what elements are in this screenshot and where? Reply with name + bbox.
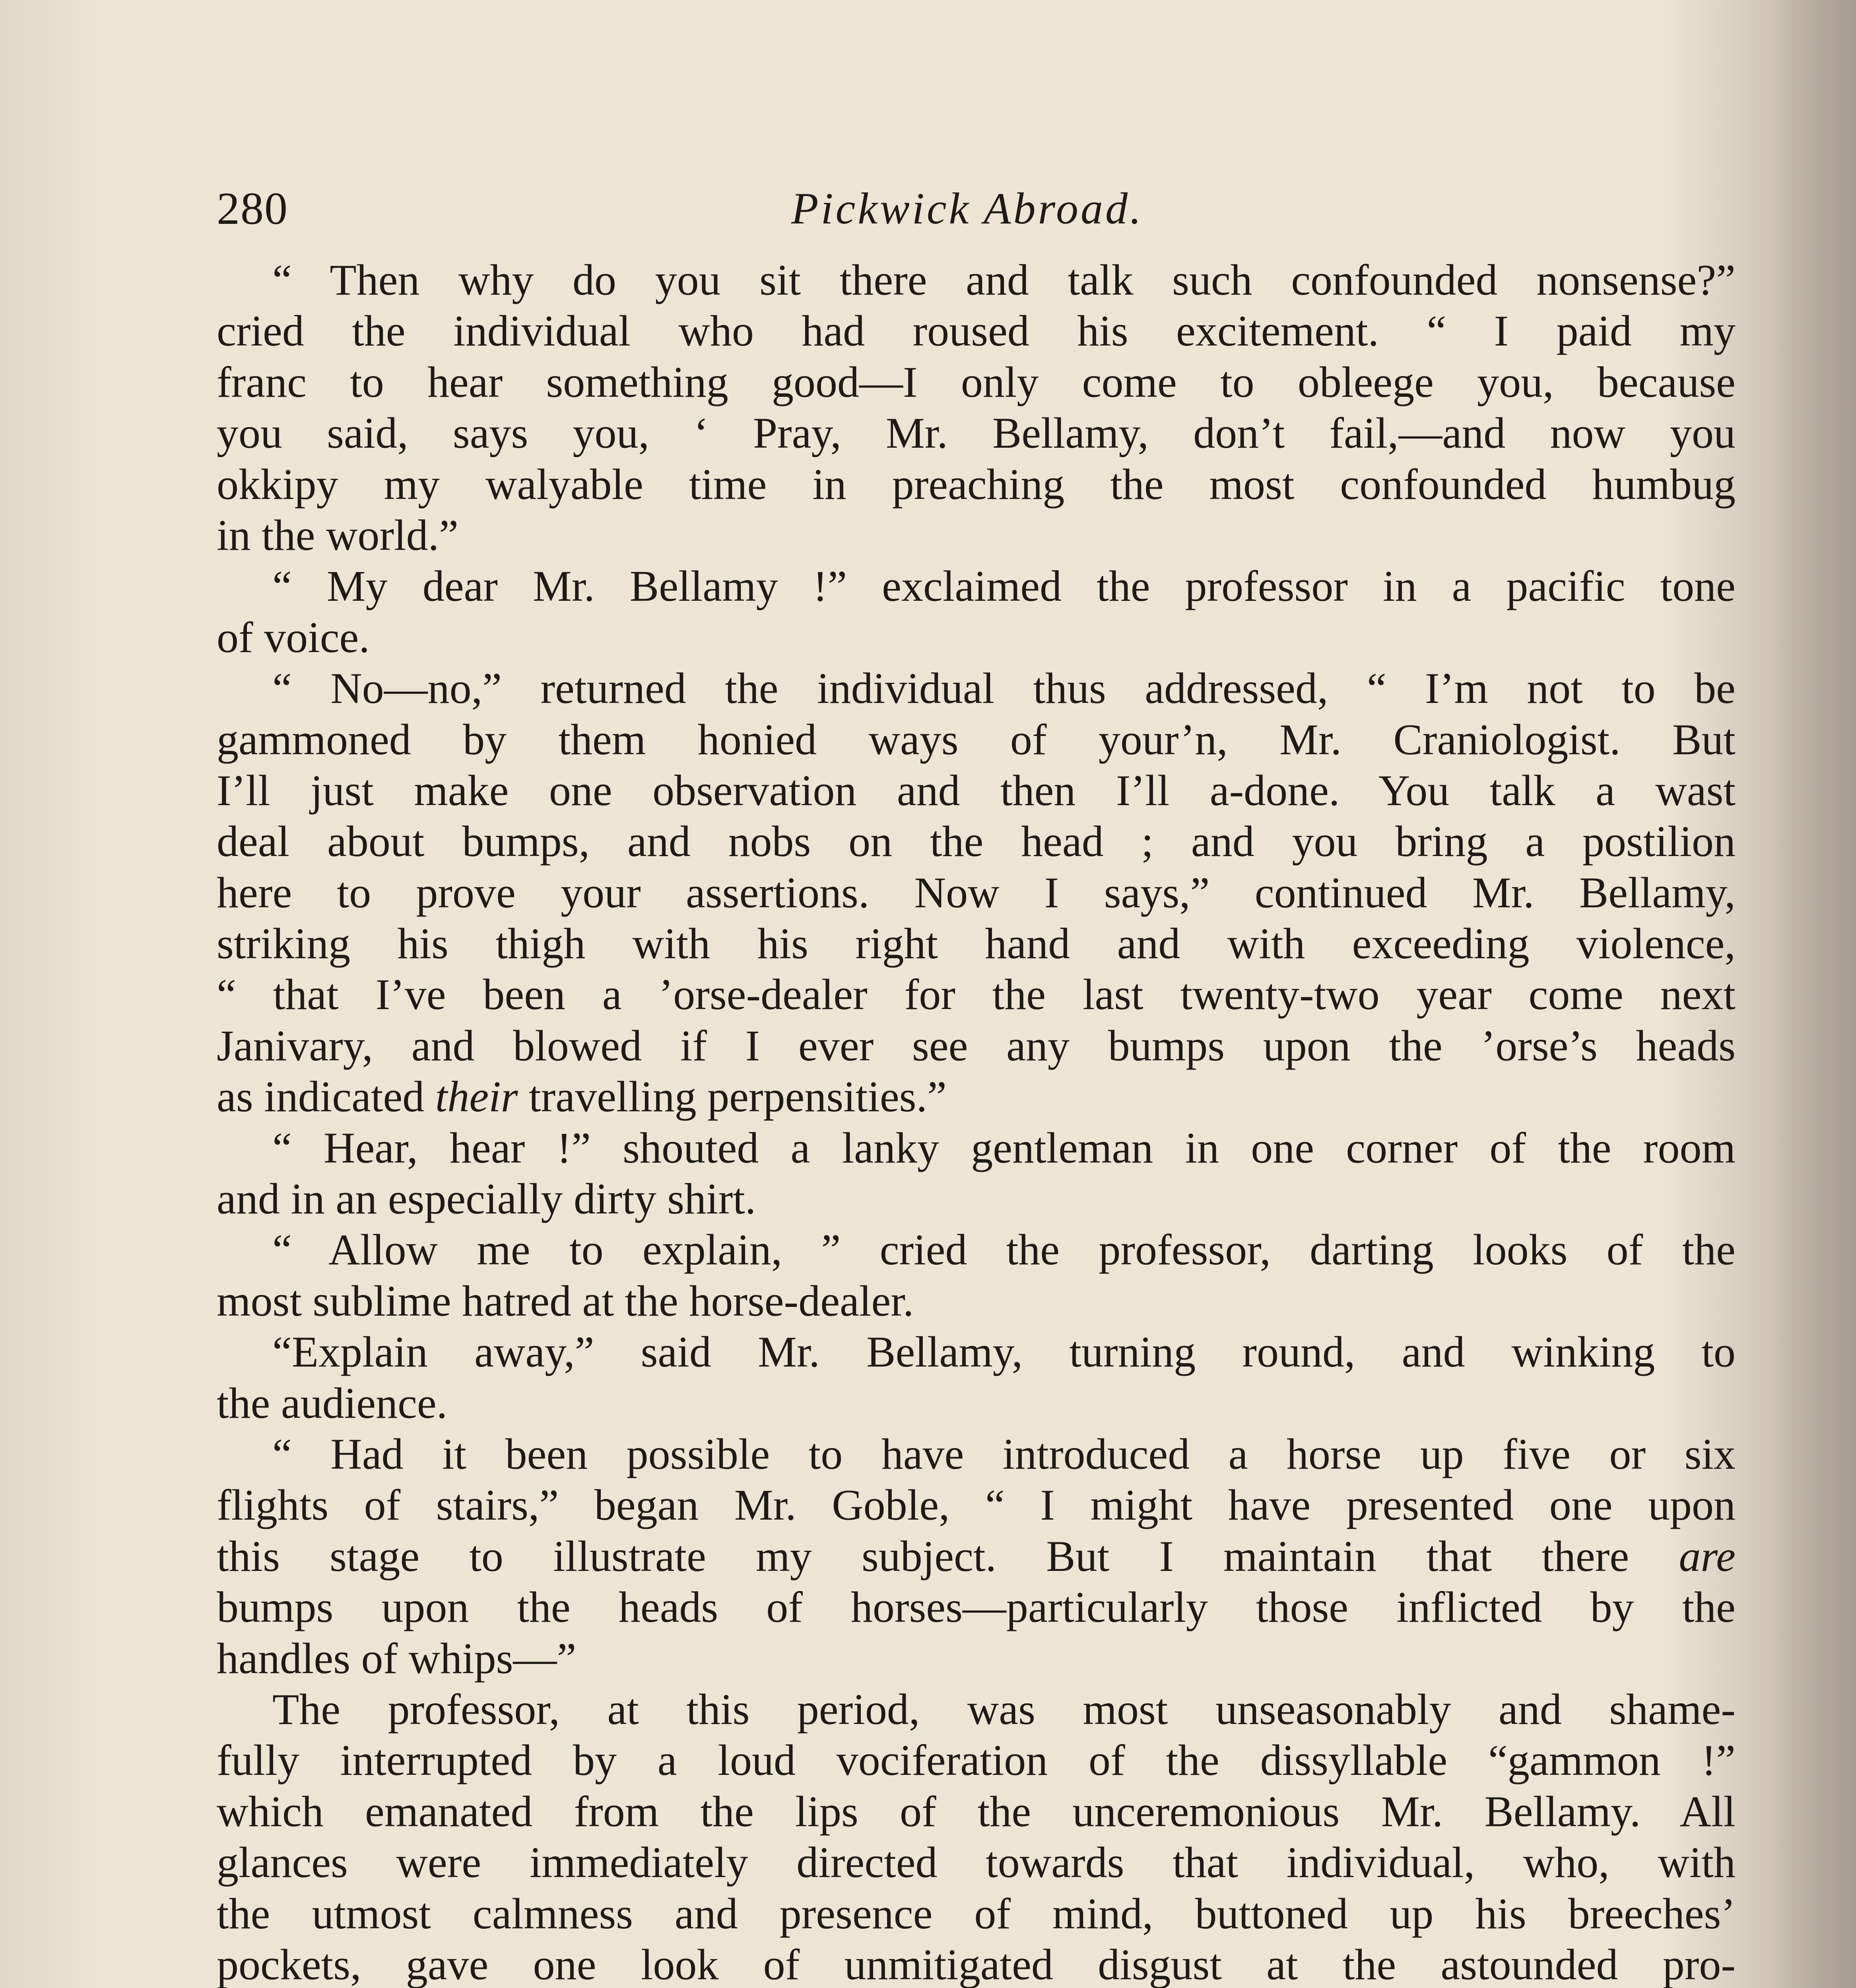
- text-line: fully interrupted by a loud vociferation of the dissyllable “gammon !”: [217, 1736, 1736, 1785]
- text-line: bumps upon the heads of horses—particularly those inflicted by the: [217, 1583, 1736, 1632]
- text-line: “ Had it been possible to have introduced a horse up five or six: [272, 1429, 1736, 1478]
- body-text: [217, 254, 1736, 1988]
- text-line: “ Allow me to explain, ” cried the professor, darting looks of the: [272, 1225, 1736, 1274]
- text-line: glances were immediately directed towards that individual, who, with: [217, 1838, 1736, 1887]
- text-line: “ Hear, hear !” shouted a lanky gentleman in one corner of the room: [272, 1123, 1736, 1172]
- text-line: gammoned by them honied ways of your’n, Mr. Craniologist. But: [217, 715, 1736, 764]
- text-line: this stage to illustrate my subject. But I maintain that there are: [217, 1532, 1736, 1580]
- text-line: handles of whips—”: [217, 1634, 577, 1683]
- text-line: The professor, at this period, was most unseasonably and shame-: [272, 1685, 1736, 1734]
- text-line: in the world.”: [217, 511, 458, 559]
- text-line: “ No—no,” returned the individual thus addressed, “ I’m not to be: [272, 664, 1736, 713]
- text-line: as indicated their travelling perpensities.”: [217, 1072, 947, 1121]
- text-line: deal about bumps, and nobs on the head ; and you bring a postilion: [217, 817, 1736, 866]
- gutter-shadow: [1773, 0, 1856, 1988]
- text-line: franc to hear something good—I only come to obleege you, because: [217, 357, 1736, 406]
- text-line: “ that I’ve been a ’orse-dealer for the last twenty-two year come next: [217, 970, 1736, 1019]
- text-line: cried the individual who had roused his excitement. “ I paid my: [217, 307, 1736, 355]
- text-line: “Explain away,” said Mr. Bellamy, turning round, and winking to: [272, 1328, 1736, 1376]
- text-line: most sublime hatred at the horse-dealer.: [217, 1276, 914, 1325]
- text-line: the audience.: [217, 1378, 448, 1427]
- text-line: I’ll just make one observation and then I’ll a-done. You talk a wast: [217, 766, 1736, 815]
- text-line: pockets, gave one look of unmitigated disgust at the astounded pro-: [217, 1940, 1736, 1988]
- text-line: striking his thigh with his right hand and with exceeding violence,: [217, 919, 1736, 968]
- text-line: here to prove your assertions. Now I says,” continued Mr. Bellamy,: [217, 868, 1736, 917]
- running-title: Pickwick Abroad.: [791, 184, 1144, 233]
- text-line: “ Then why do you sit there and talk such confounded nonsense?”: [272, 256, 1736, 304]
- page-number: 280: [217, 183, 288, 234]
- text-line: flights of stairs,” began Mr. Goble, “ I might have presented one upon: [217, 1481, 1736, 1530]
- text-line: “ My dear Mr. Bellamy !” exclaimed the professor in a pacific tone: [272, 562, 1736, 611]
- text-line: the utmost calmness and presence of mind, buttoned up his breeches’: [217, 1889, 1736, 1938]
- text-line: you said, says you, ‘ Pray, Mr. Bellamy, don’t fail,—and now you: [217, 409, 1736, 458]
- text-line: Janivary, and blowed if I ever see any bumps upon the ’orse’s heads: [217, 1021, 1736, 1070]
- text-line: okkipy my walyable time in preaching the most confounded humbug: [217, 460, 1736, 509]
- text-line: and in an especially dirty shirt.: [217, 1175, 756, 1223]
- text-line: of voice.: [217, 613, 370, 662]
- text-line: which emanated from the lips of the unceremonious Mr. Bellamy. All: [217, 1787, 1736, 1836]
